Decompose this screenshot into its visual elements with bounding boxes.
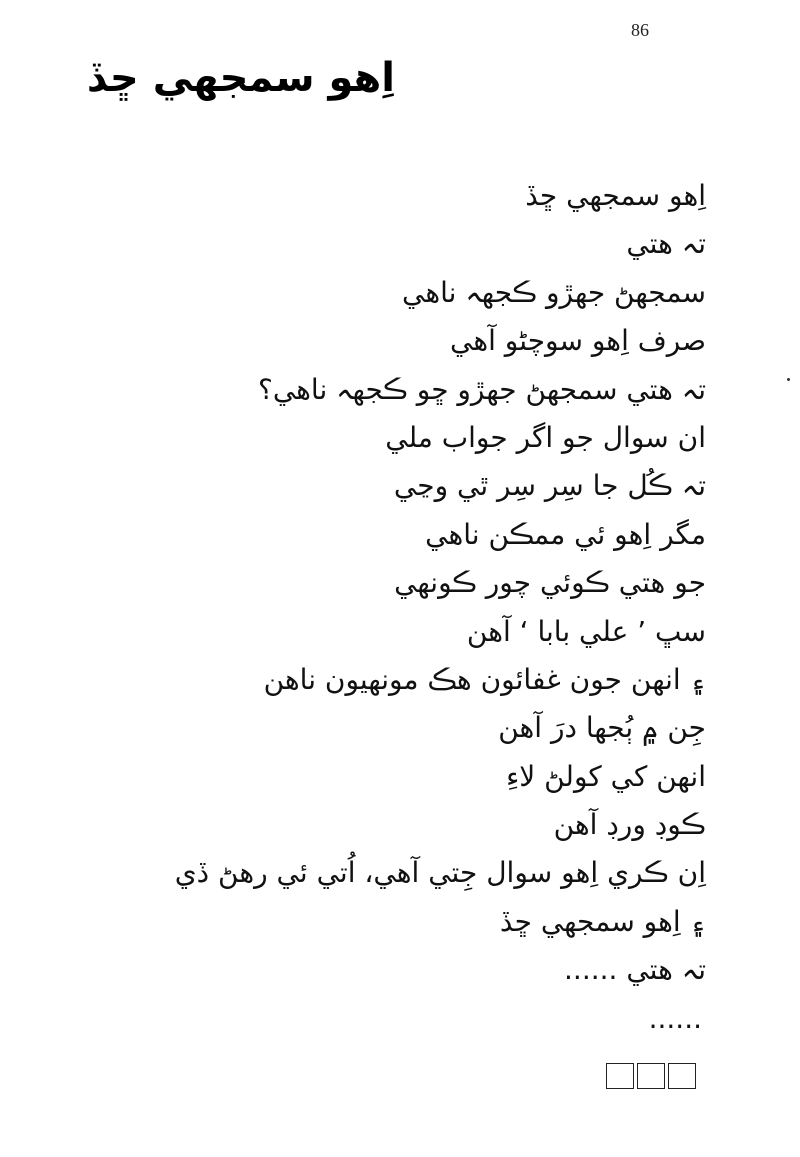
poem-line: تہ هتي سمجهڻ جهڙو ڇو ڪجهہ ناهي؟ (257, 372, 706, 406)
poem-line: ۽ اِهو سمجهي ڇڏ (499, 904, 706, 938)
poem-line: ان سوال جو اگر جواب ملي (385, 420, 706, 454)
poem-line: تہ هتي (626, 227, 706, 261)
poem-title: اِهو سمجهي ڇڏ (86, 55, 395, 101)
poem-line: سمجهڻ جهڙو ڪجهہ ناهي (402, 275, 706, 309)
page-number: 86 (631, 20, 649, 40)
ornament-box-icon (668, 1063, 696, 1089)
poem-line: تہ هتي ...... (564, 953, 706, 987)
poem-line: ...... (648, 1001, 702, 1035)
ornament-box-icon (606, 1063, 634, 1089)
scan-speck (787, 378, 790, 381)
poem-line: صرف اِهو سوچڻو آهي (450, 324, 706, 358)
poem-line: مگر اِهو ئي ممڪن ناهي (425, 517, 706, 551)
ornament-box-icon (637, 1063, 665, 1089)
poem-line: سڀ ’ علي بابا ‘ آهن (466, 614, 706, 648)
poem-line: ۽ انهن جون غفائون هڪ مونهيون ناهن (263, 662, 706, 696)
poem-line: تہ ڪُل جا سِر سِر ٿي وڃي (393, 469, 706, 503)
poem-body (46, 172, 706, 1043)
poem-line: جو هتي ڪوئي چور ڪونهي (394, 566, 706, 600)
poem-line: اِهو سمجهي ڇڏ (525, 179, 706, 212)
section-end-ornament (606, 1063, 696, 1089)
poem-line: انهن کي کولڻ لاءِ (506, 759, 706, 793)
poem-line: اِن ڪري اِهو سوال جِتي آهي، اُتي ئي رهڻ ڏي (174, 856, 706, 890)
poem-line: ڪوڊ ورڊ آهن (553, 808, 706, 842)
poem-line: جِن ۾ ٻُجها درَ آهن (498, 711, 706, 745)
